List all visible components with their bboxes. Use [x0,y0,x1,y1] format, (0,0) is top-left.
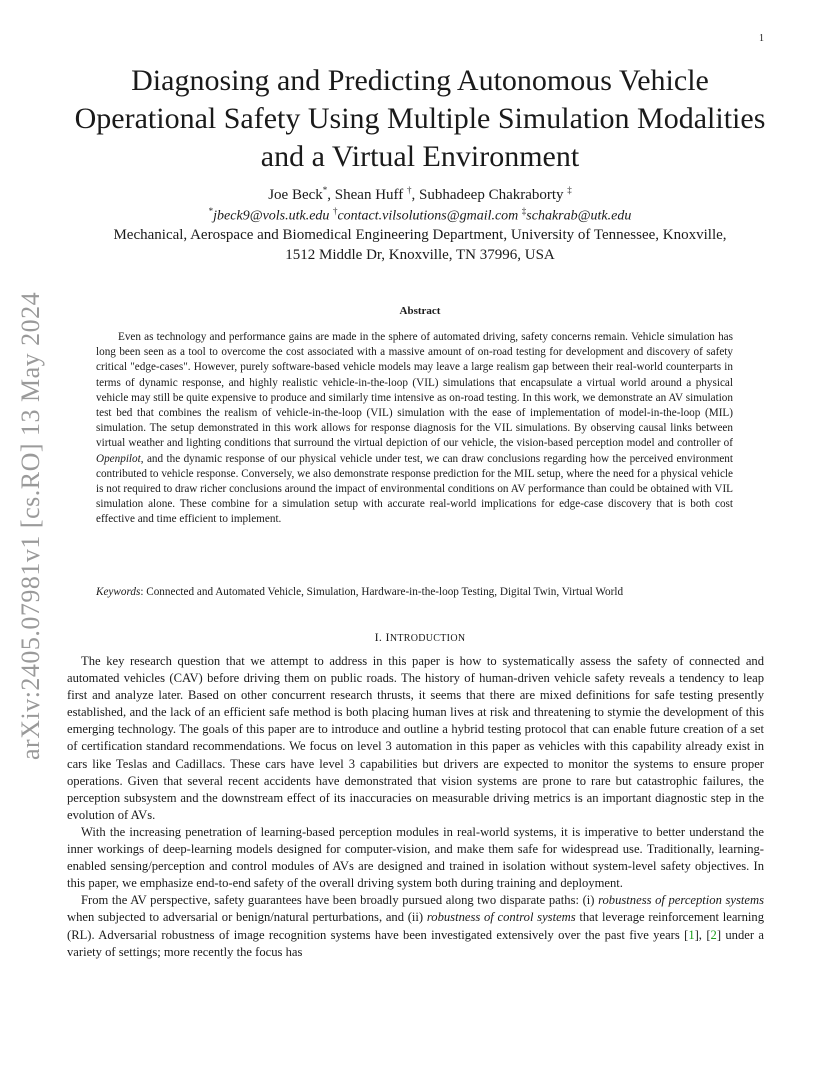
section-title-initial: I [385,630,390,644]
keywords-label: Keywords [96,586,141,598]
paragraph-text: ] under a variety of settings; more recently the focus has [67,927,764,959]
affiliation [60,225,780,265]
section-numeral: I. [374,630,383,644]
citation-link[interactable]: 1 [688,927,695,942]
author-mark: † [407,185,412,195]
paper-title: Diagnosing and Predicting Autonomous Vehicle Operational Safety Using Multiple Simulation Modalities and a Virtual Environment [74,64,766,173]
email-mark: * [208,206,214,216]
paragraph-text: ], [ [694,927,711,942]
author-name: Joe Beck [268,187,323,203]
email-link[interactable]: contact.vilsolutions@gmail.com [337,208,519,224]
email-mark: ‡ [521,206,527,216]
paragraph-text: From the AV perspective, safety guarantees have been broadly pursued along two disparate paths: (i) [81,893,599,908]
paragraph: With the increasing penetration of learning-based perception modules in real-world systems, it is imperative to better understand the inner workings of deep-learning models designed for computer-vision, and make them safe for widespread use. Traditionally, learning-enabled sensing/perception and control modules of AVs are designed and trained in isolation without system-level safety objectives. In this paper, we emphasize end-to-end safety of the overall driving system both during training and deployment. [67,824,764,891]
paragraph-text: when subjected to adversarial or benign/natural perturbations, and (ii) [67,910,427,925]
keywords [96,586,746,598]
citation-link[interactable]: 2 [710,927,717,942]
abstract-italic-term: Openpilot [96,452,141,465]
page-number: 1 [759,33,764,44]
author-name: Subhadeep Chakraborty [419,187,564,203]
paragraph: The key research question that we attempt to address in this paper is how to systematically assess the safety of connected and automated vehicles (CAV) before driving them on public roads. The history of human-driven vehicle safety reveals a tendency to leap first and analyze later. Based on other concurrent research thrusts, it seems that there are mixed definitions for safe testing presently established, and the lack of an efficient safe method is both placing human lives at risk and threatening to stymie the development of this emerging technology. The goals of this paper are to introduce and outline a hybrid testing protocol that can enable future creation of a set of certification standard recommendations. We focus on level 3 automation in this paper as vehicles with this capability already exist in cars like Teslas and Cadillacs. These cars have level 3 capabilities but drivers are expected to monitor the systems to ensure proper operations. Given that several recent accidents have demonstrated that vision systems are prone to rare but catastrophic failures, the perception subsystem and the downstream effect of its inaccuracies on measurable driving metrics is an important diagnostic step in the evolution of AVs. [67,654,764,822]
author-name: Shean Huff [334,187,404,203]
affiliation-line: Mechanical, Aerospace and Biomedical Engineering Department, University of Tennessee, Knoxville, [113,227,727,243]
paragraph [67,892,764,960]
section-title-rest: NTRODUCTION [389,633,466,644]
abstract-heading: Abstract [399,305,441,317]
email-link[interactable]: jbeck9@vols.utk.edu [213,208,330,224]
introduction-body [67,653,764,961]
keywords-text: : Connected and Automated Vehicle, Simulation, Hardware-in-the-loop Testing, Digital Twin, Virtual World [140,586,624,598]
author-mark: ‡ [567,185,572,195]
abstract-part: Even as technology and performance gains are made in the sphere of automated driving, safety concerns remain. Vehicle simulation has long been seen as a tool to overcome the cost associated with a massive amount of on-road testing for development and discovery of safety critical "edge-cases". However, purely software-based vehicle models may leave a large realism gap between their real-world counterparts in terms of dynamic response, and highly realistic vehicle-in-the-loop (VIL) simulations that encapsulate a virtual world around a physical vehicle may still be quite expensive to produce and similarly time intensive as on-road testing. In this work, we demonstrate an AV simulation test bed that combines the realism of vehicle-in-the-loop (VIL) simulation with the ease of implementation of model-in-the-loop (MIL) simulation. The setup demonstrated in this work allows for response diagnosis for the VIL simulations. By observing causal links between virtual weather and lighting conditions that surround the virtual depiction of our vehicle, the vision-based perception model and controller of [96,331,733,450]
abstract-text [96,330,733,528]
abstract-part: , and the dynamic response of our physical vehicle under test, we can draw conclusions regarding how the perceived environment contributed to vehicle response. Conversely, we also demonstrate response prediction for the MIL setup, where the need for a physical vehicle is not required to draw richer conclusions around the impact of environmental conditions on AV performance than could be obtained with VIL simulation alone. These combine for a simulation setup with accurate real-world implications for edge-case discovery that is both cost effective and time efficient to implement. [96,452,733,526]
affiliation-line: 1512 Middle Dr, Knoxville, TN 37996, USA [285,247,555,263]
author-emails [60,206,780,225]
author-mark: * [322,185,328,195]
arxiv-identifier-stamp[interactable]: arXiv:2405.07981v1 [cs.RO] 13 May 2024 [16,291,45,760]
paragraph-text: that leverage reinforcement learning (RL). Adversarial robustness of image recognition systems have been investigated extensively over the past five years [ [67,910,764,942]
author-list: Joe Beck*, Shean Huff †, Subhadeep Chakraborty ‡ [268,185,572,203]
email-mark: † [332,206,338,216]
email-link[interactable]: schakrab@utk.edu [526,208,632,224]
paragraph-emphasis: robustness of perception systems [598,893,764,908]
paragraph-emphasis: robustness of control systems [426,910,576,925]
section-heading [60,630,780,645]
